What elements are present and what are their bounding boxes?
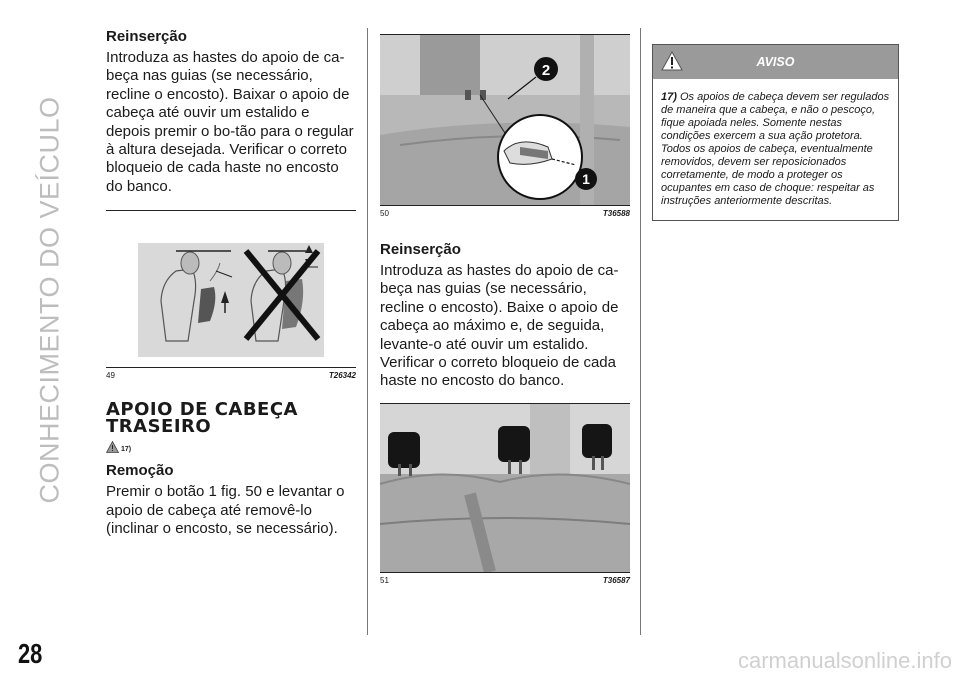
warning-reference: 17)	[106, 441, 356, 453]
figure-top-rule	[106, 210, 356, 211]
svg-text:2: 2	[541, 62, 551, 79]
warning-header	[653, 45, 898, 79]
section-heading: APOIO DE CABEÇA TRASEIRO	[106, 399, 298, 438]
figure-49	[106, 241, 356, 380]
figure-caption	[106, 371, 356, 380]
figure-code: T36587	[602, 575, 630, 585]
column-divider	[640, 28, 641, 635]
paragraph-reinsercao: Introduza as hastes do apoio de ca-beça nas guias (se necessário, recline o encosto). Baixar o apoio de cabeça até ouvir um estalido e depois premir o bo-tão para o regular à altura desejada. Verificar o correto bloqueio de cada haste no encosto do banco.	[106, 49, 354, 195]
figure-caption	[380, 576, 630, 585]
figure-code: T26342	[328, 371, 356, 381]
warning-body	[653, 79, 898, 220]
page-number: 28	[18, 638, 43, 669]
warning-title: AVISO	[756, 55, 795, 69]
heading-reinsercao: Reinserção	[106, 28, 187, 45]
figure-caption-rule	[380, 572, 630, 573]
paragraph-remocao: Premir o botão 1 fig. 50 e levantar o apoio de cabeça até removê-lo (inclinar o encosto, se necessário).	[106, 483, 345, 538]
warning-box	[652, 44, 899, 221]
column-3	[652, 28, 899, 221]
column-divider	[367, 28, 368, 635]
svg-text:1: 1	[582, 171, 590, 187]
heading-remocao: Remoção	[106, 462, 174, 480]
column-2	[380, 28, 630, 585]
figure-code: T36588	[602, 209, 630, 218]
figure-number: 49	[106, 371, 115, 381]
figure-caption	[380, 209, 630, 218]
column-1	[106, 28, 356, 538]
figure-caption-rule	[380, 205, 630, 206]
headrest-adjust-illustration	[106, 241, 356, 359]
figure-50	[380, 35, 630, 218]
headrest-button-photo	[380, 35, 630, 205]
warning-text: Os apoios de cabeça devem ser regulados de maneira que a cabeça, e não o pescoço, fique apoiada neles. Somente nestas condições exercem a sua ação protetora. Todos os apoios de cabeça, eventualmente removidos, devem ser reposicionados corretamente, de modo a proteger os ocupantes em caso de choque: respeitar as instruções anteriormente descritas.	[661, 91, 890, 207]
rear-seats-photo	[380, 404, 630, 572]
heading-reinsercao-traseiro: Reinserção	[380, 241, 461, 258]
warning-number: 17)	[661, 91, 677, 103]
paragraph-reinsercao-traseiro: Introduza as hastes do apoio de ca-beça nas guias (se necessário, recline o encosto). Baixe o apoio de cabeça ao máximo e, de seguida, levante-o até ouvir um estalido. Verificar o correto bloqueio de cada haste no encosto do banco.	[380, 262, 619, 390]
warning-triangle-icon	[661, 51, 683, 71]
figure-caption-rule	[106, 367, 356, 368]
watermark: carmanualsonline.info	[737, 648, 952, 673]
figure-number: 51	[380, 575, 389, 585]
figure-51	[380, 404, 630, 585]
warning-triangle-icon	[106, 441, 119, 453]
figure-number: 50	[380, 209, 389, 218]
